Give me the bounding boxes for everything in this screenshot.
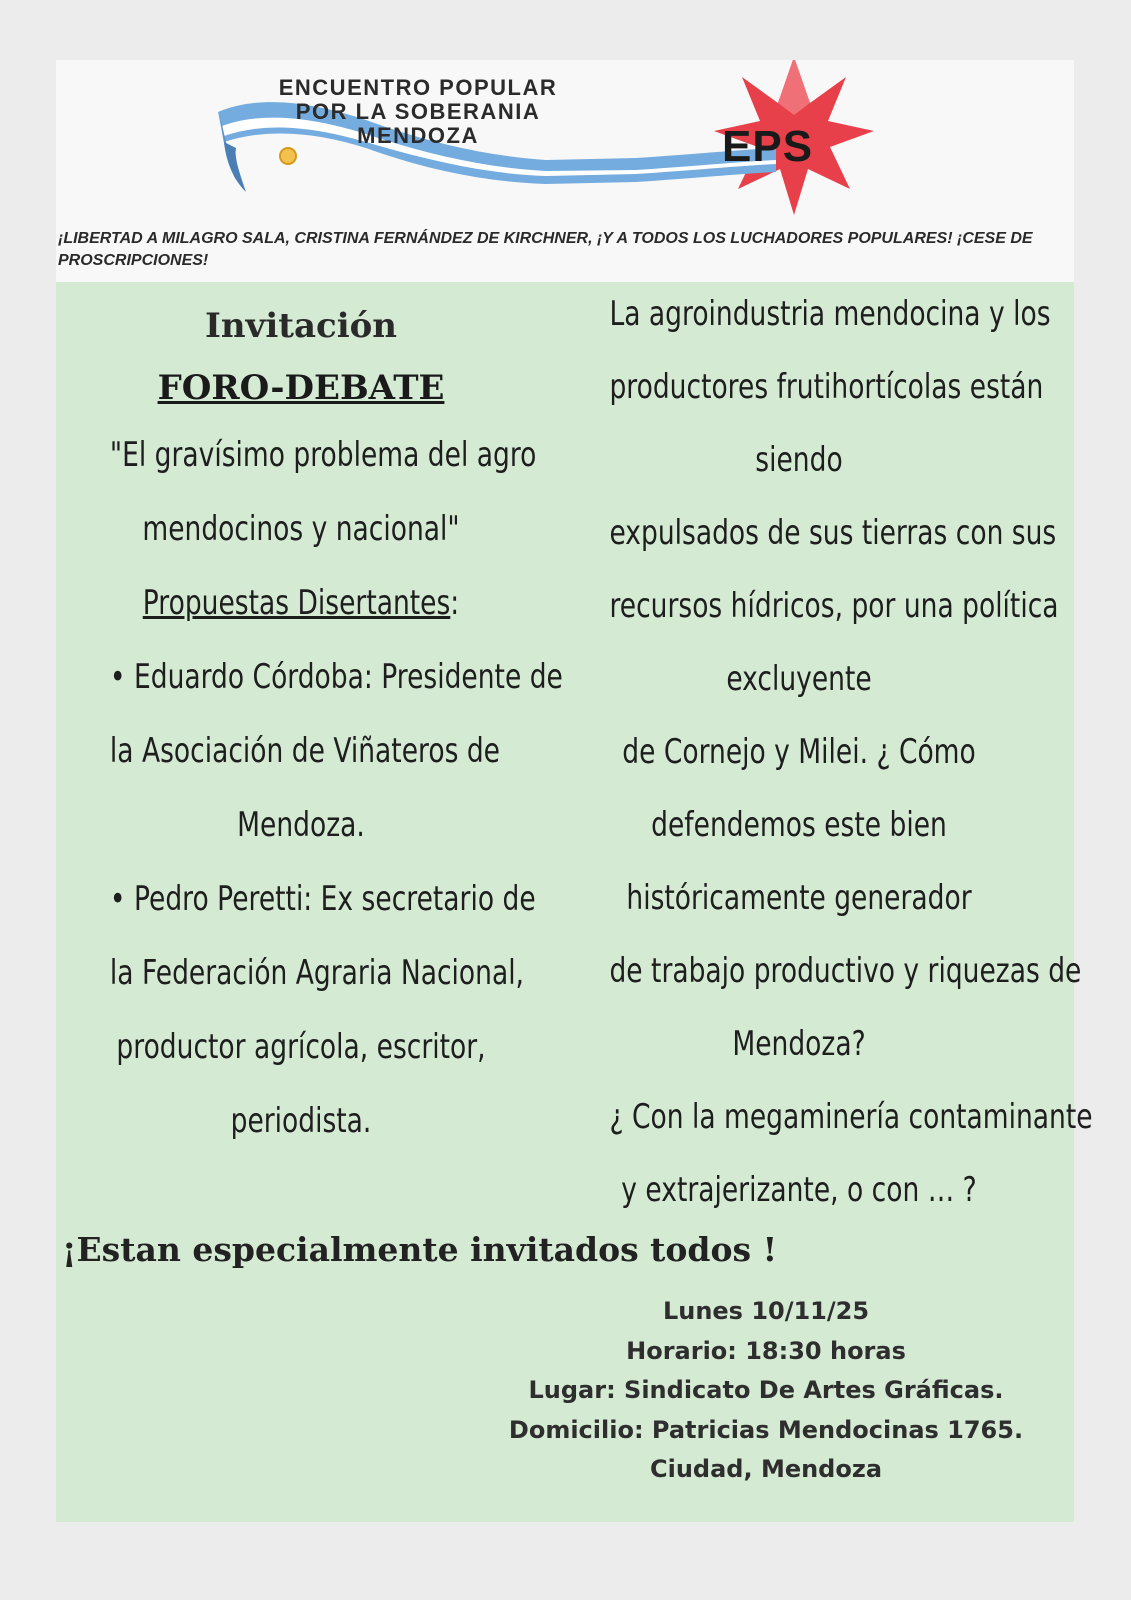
description-column [556, 278, 1093, 1227]
description-line: históricamente generador [626, 878, 972, 918]
description-line: ¿ Con la megaminería contaminante [609, 1097, 1093, 1137]
event-info-column [56, 298, 563, 1158]
speaker-2-line-4: periodista. [230, 1101, 372, 1141]
speaker-2-line-2: la Federación Agraria Nacional, [109, 953, 524, 993]
flyer [56, 60, 1093, 1522]
topic-line-1: "El gravísimo problema del agro [109, 435, 537, 475]
description-line: de Cornejo y Milei. ¿ Cómo [622, 732, 976, 772]
event-date: Lunes 10/11/25 [662, 1297, 870, 1325]
speakers-heading-colon: : [450, 583, 460, 623]
description-line: Mendoza? [732, 1024, 866, 1064]
event-type: FORO-DEBATE [157, 368, 445, 408]
event-city: Ciudad, Mendoza [649, 1455, 883, 1483]
org-name-line-2: POR LA SOBERANIA [295, 99, 541, 124]
topic-line-2: mendocinos y nacional" [142, 509, 460, 549]
description-line: siendo [755, 440, 843, 480]
org-name-line-3: MENDOZA [357, 123, 479, 148]
description-line: productores frutihortícolas están [609, 367, 1044, 407]
description-line: La agroindustria mendocina y los [609, 294, 1051, 334]
description-line: expulsados de sus tierras con sus [609, 513, 1057, 553]
description-line: recursos hídricos, por una política [609, 586, 1059, 626]
org-name [248, 76, 588, 148]
description-line: y extrajerizante, o con … ? [621, 1170, 977, 1210]
description-line: defendemos este bien [651, 805, 947, 845]
org-name-line-1: ENCUENTRO POPULAR [278, 75, 558, 100]
invite-all-text: ¡Estan especialmente invitados todos ! [62, 1230, 778, 1269]
eps-logo-text: EPS [722, 122, 814, 171]
event-time: Horario: 18:30 horas [626, 1336, 906, 1365]
speakers-heading-text: Propuestas Disertantes [142, 583, 451, 623]
speaker-2-line-1: • Pedro Peretti: Ex secretario de [109, 879, 536, 919]
speakers-heading [110, 566, 492, 640]
event-details [496, 1292, 1036, 1490]
invitation-title: Invitación [204, 306, 398, 346]
slogan: ¡LIBERTAD A MILAGRO SALA, CRISTINA FERNÁNDEZ DE KIRCHNER, ¡Y A TODOS LOS LUCHADORES POPULARES! ¡CESE DE PROSCRIPCIONES! [58, 230, 1033, 269]
event-place: Lugar: Sindicato De Artes Gráficas. [528, 1376, 1004, 1404]
description-line: excluyente [726, 659, 872, 699]
event-address: Domicilio: Patricias Mendocinas 1765. [508, 1415, 1024, 1444]
speaker-1-line-1: • Eduardo Córdoba: Presidente de [109, 657, 563, 697]
speaker-1-line-2: la Asociación de Viñateros de [109, 731, 500, 771]
flyer-header [56, 60, 1074, 282]
speaker-2-line-3: productor agrícola, escritor, [116, 1027, 486, 1067]
description-line: de trabajo productivo y riquezas de [609, 951, 1082, 991]
speaker-1-line-3: Mendoza. [237, 805, 365, 845]
